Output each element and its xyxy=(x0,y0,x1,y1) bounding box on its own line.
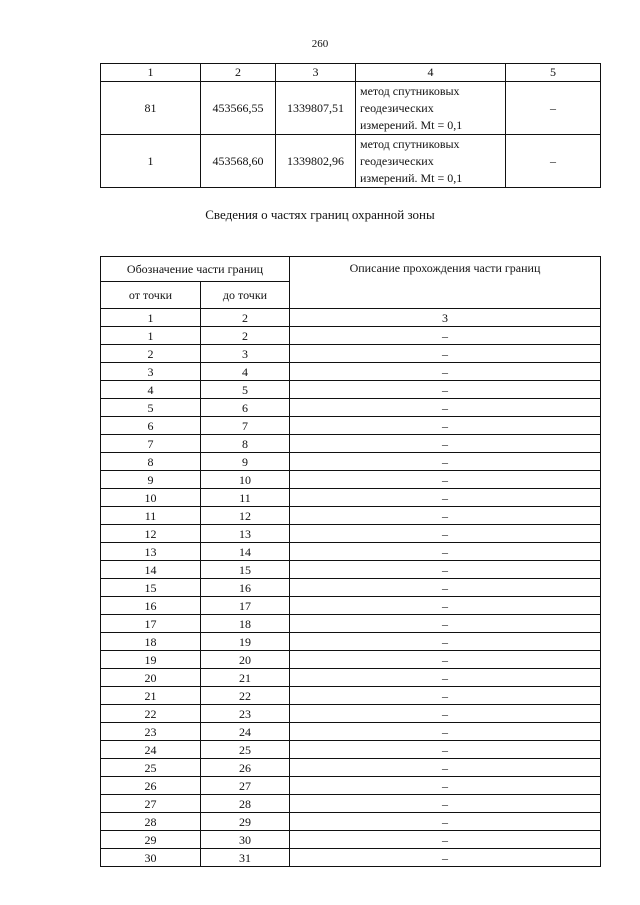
description-cell: – xyxy=(290,363,601,381)
from-point-cell: 26 xyxy=(101,777,201,795)
method-line: метод спутниковых xyxy=(360,83,460,98)
description-cell: – xyxy=(290,705,601,723)
description-cell: – xyxy=(290,669,601,687)
table-row xyxy=(101,471,601,489)
table-row xyxy=(101,417,601,435)
parts-number-row xyxy=(101,309,601,327)
from-point-cell: 19 xyxy=(101,651,201,669)
table-row xyxy=(101,579,601,597)
y-coordinate-cell: 1339802,96 xyxy=(276,135,356,188)
coordinates-row xyxy=(101,135,601,188)
description-cell: – xyxy=(290,831,601,849)
to-point-cell: 24 xyxy=(201,723,290,741)
x-coordinate-cell: 453566,55 xyxy=(201,82,276,135)
description-cell: – xyxy=(290,723,601,741)
to-point-cell: 17 xyxy=(201,597,290,615)
table-row xyxy=(101,507,601,525)
method-cell xyxy=(356,135,506,188)
column-number-cell: 5 xyxy=(506,64,601,82)
description-cell: – xyxy=(290,759,601,777)
column-number-cell: 2 xyxy=(201,309,290,327)
coordinates-table xyxy=(100,63,601,188)
table-row xyxy=(101,399,601,417)
description-cell: – xyxy=(290,453,601,471)
from-point-cell: 11 xyxy=(101,507,201,525)
section-title: Сведения о частях границ охранной зоны xyxy=(205,207,435,222)
to-point-cell: 30 xyxy=(201,831,290,849)
to-point-cell: 8 xyxy=(201,435,290,453)
from-point-cell: 28 xyxy=(101,813,201,831)
table-row xyxy=(101,651,601,669)
table-row xyxy=(101,633,601,651)
coordinates-header-row xyxy=(101,64,601,82)
page-number: 260 xyxy=(311,38,329,50)
column-number-cell: 1 xyxy=(101,64,201,82)
from-point-cell: 21 xyxy=(101,687,201,705)
to-point-cell: 29 xyxy=(201,813,290,831)
accuracy-cell: – xyxy=(506,82,601,135)
description-cell: – xyxy=(290,471,601,489)
table-row xyxy=(101,687,601,705)
table-row xyxy=(101,777,601,795)
to-point-cell: 11 xyxy=(201,489,290,507)
to-point-cell: 20 xyxy=(201,651,290,669)
from-point-cell: 29 xyxy=(101,831,201,849)
from-point-cell: 18 xyxy=(101,633,201,651)
to-point-cell: 18 xyxy=(201,615,290,633)
to-point-cell: 22 xyxy=(201,687,290,705)
from-point-cell: 5 xyxy=(101,399,201,417)
method-line: измерений. Mt = 0,1 xyxy=(360,117,463,132)
to-point-cell: 5 xyxy=(201,381,290,399)
to-point-cell: 15 xyxy=(201,561,290,579)
to-point-cell: 10 xyxy=(201,471,290,489)
method-line: геодезических xyxy=(360,100,434,115)
from-point-cell: 2 xyxy=(101,345,201,363)
from-point-cell: 24 xyxy=(101,741,201,759)
to-point-cell: 14 xyxy=(201,543,290,561)
to-point-cell: 6 xyxy=(201,399,290,417)
to-point-cell: 27 xyxy=(201,777,290,795)
designation-header: Обозначение части границ xyxy=(101,257,290,282)
description-cell: – xyxy=(290,849,601,867)
from-point-cell: 30 xyxy=(101,849,201,867)
table-row xyxy=(101,669,601,687)
from-point-cell: 25 xyxy=(101,759,201,777)
from-point-cell: 8 xyxy=(101,453,201,471)
table-row xyxy=(101,615,601,633)
table-row xyxy=(101,525,601,543)
table-row xyxy=(101,723,601,741)
description-cell: – xyxy=(290,435,601,453)
to-point-cell: 16 xyxy=(201,579,290,597)
from-point-cell: 12 xyxy=(101,525,201,543)
from-point-header: от точки xyxy=(101,282,201,309)
to-point-cell: 26 xyxy=(201,759,290,777)
table-row xyxy=(101,345,601,363)
column-number-cell: 3 xyxy=(276,64,356,82)
description-cell: – xyxy=(290,777,601,795)
table-row xyxy=(101,327,601,345)
from-point-cell: 27 xyxy=(101,795,201,813)
from-point-cell: 20 xyxy=(101,669,201,687)
description-cell: – xyxy=(290,687,601,705)
method-line: измерений. Mt = 0,1 xyxy=(360,170,463,185)
description-cell: – xyxy=(290,417,601,435)
from-point-cell: 17 xyxy=(101,615,201,633)
description-cell: – xyxy=(290,615,601,633)
description-cell: – xyxy=(290,327,601,345)
boundary-parts-table xyxy=(100,256,601,867)
from-point-cell: 15 xyxy=(101,579,201,597)
table-row xyxy=(101,489,601,507)
table-row xyxy=(101,543,601,561)
table-row xyxy=(101,741,601,759)
from-point-cell: 10 xyxy=(101,489,201,507)
description-header: Описание прохождения части границ xyxy=(290,257,601,309)
to-point-cell: 19 xyxy=(201,633,290,651)
table-row xyxy=(101,381,601,399)
description-cell: – xyxy=(290,795,601,813)
from-point-cell: 6 xyxy=(101,417,201,435)
parts-header-row xyxy=(101,257,601,282)
to-point-cell: 12 xyxy=(201,507,290,525)
description-cell: – xyxy=(290,741,601,759)
from-point-cell: 1 xyxy=(101,327,201,345)
column-number-cell: 3 xyxy=(290,309,601,327)
table-row xyxy=(101,831,601,849)
column-number-cell: 2 xyxy=(201,64,276,82)
description-cell: – xyxy=(290,579,601,597)
description-cell: – xyxy=(290,813,601,831)
from-point-cell: 4 xyxy=(101,381,201,399)
description-cell: – xyxy=(290,399,601,417)
table-row xyxy=(101,435,601,453)
to-point-cell: 9 xyxy=(201,453,290,471)
to-point-cell: 21 xyxy=(201,669,290,687)
table-row xyxy=(101,705,601,723)
to-point-cell: 7 xyxy=(201,417,290,435)
method-line: метод спутниковых xyxy=(360,136,460,151)
to-point-cell: 23 xyxy=(201,705,290,723)
description-cell: – xyxy=(290,525,601,543)
description-cell: – xyxy=(290,507,601,525)
table-row xyxy=(101,597,601,615)
column-number-cell: 1 xyxy=(101,309,201,327)
description-cell: – xyxy=(290,561,601,579)
from-point-cell: 23 xyxy=(101,723,201,741)
to-point-cell: 2 xyxy=(201,327,290,345)
point-number-cell: 81 xyxy=(101,82,201,135)
point-number-cell: 1 xyxy=(101,135,201,188)
table-row xyxy=(101,363,601,381)
table-row xyxy=(101,849,601,867)
description-cell: – xyxy=(290,651,601,669)
method-cell xyxy=(356,82,506,135)
description-cell: – xyxy=(290,597,601,615)
description-cell: – xyxy=(290,543,601,561)
from-point-cell: 9 xyxy=(101,471,201,489)
description-cell: – xyxy=(290,381,601,399)
table-row xyxy=(101,561,601,579)
column-number-cell: 4 xyxy=(356,64,506,82)
from-point-cell: 14 xyxy=(101,561,201,579)
table-row xyxy=(101,813,601,831)
to-point-cell: 28 xyxy=(201,795,290,813)
to-point-cell: 31 xyxy=(201,849,290,867)
from-point-cell: 22 xyxy=(101,705,201,723)
to-point-cell: 4 xyxy=(201,363,290,381)
description-cell: – xyxy=(290,633,601,651)
to-point-cell: 3 xyxy=(201,345,290,363)
table-row xyxy=(101,795,601,813)
to-point-cell: 25 xyxy=(201,741,290,759)
description-cell: – xyxy=(290,345,601,363)
accuracy-cell: – xyxy=(506,135,601,188)
method-line: геодезических xyxy=(360,153,434,168)
table-row xyxy=(101,453,601,471)
table-row xyxy=(101,759,601,777)
from-point-cell: 3 xyxy=(101,363,201,381)
from-point-cell: 7 xyxy=(101,435,201,453)
coordinates-row xyxy=(101,82,601,135)
from-point-cell: 16 xyxy=(101,597,201,615)
to-point-cell: 13 xyxy=(201,525,290,543)
to-point-header: до точки xyxy=(201,282,290,309)
description-cell: – xyxy=(290,489,601,507)
from-point-cell: 13 xyxy=(101,543,201,561)
x-coordinate-cell: 453568,60 xyxy=(201,135,276,188)
y-coordinate-cell: 1339807,51 xyxy=(276,82,356,135)
